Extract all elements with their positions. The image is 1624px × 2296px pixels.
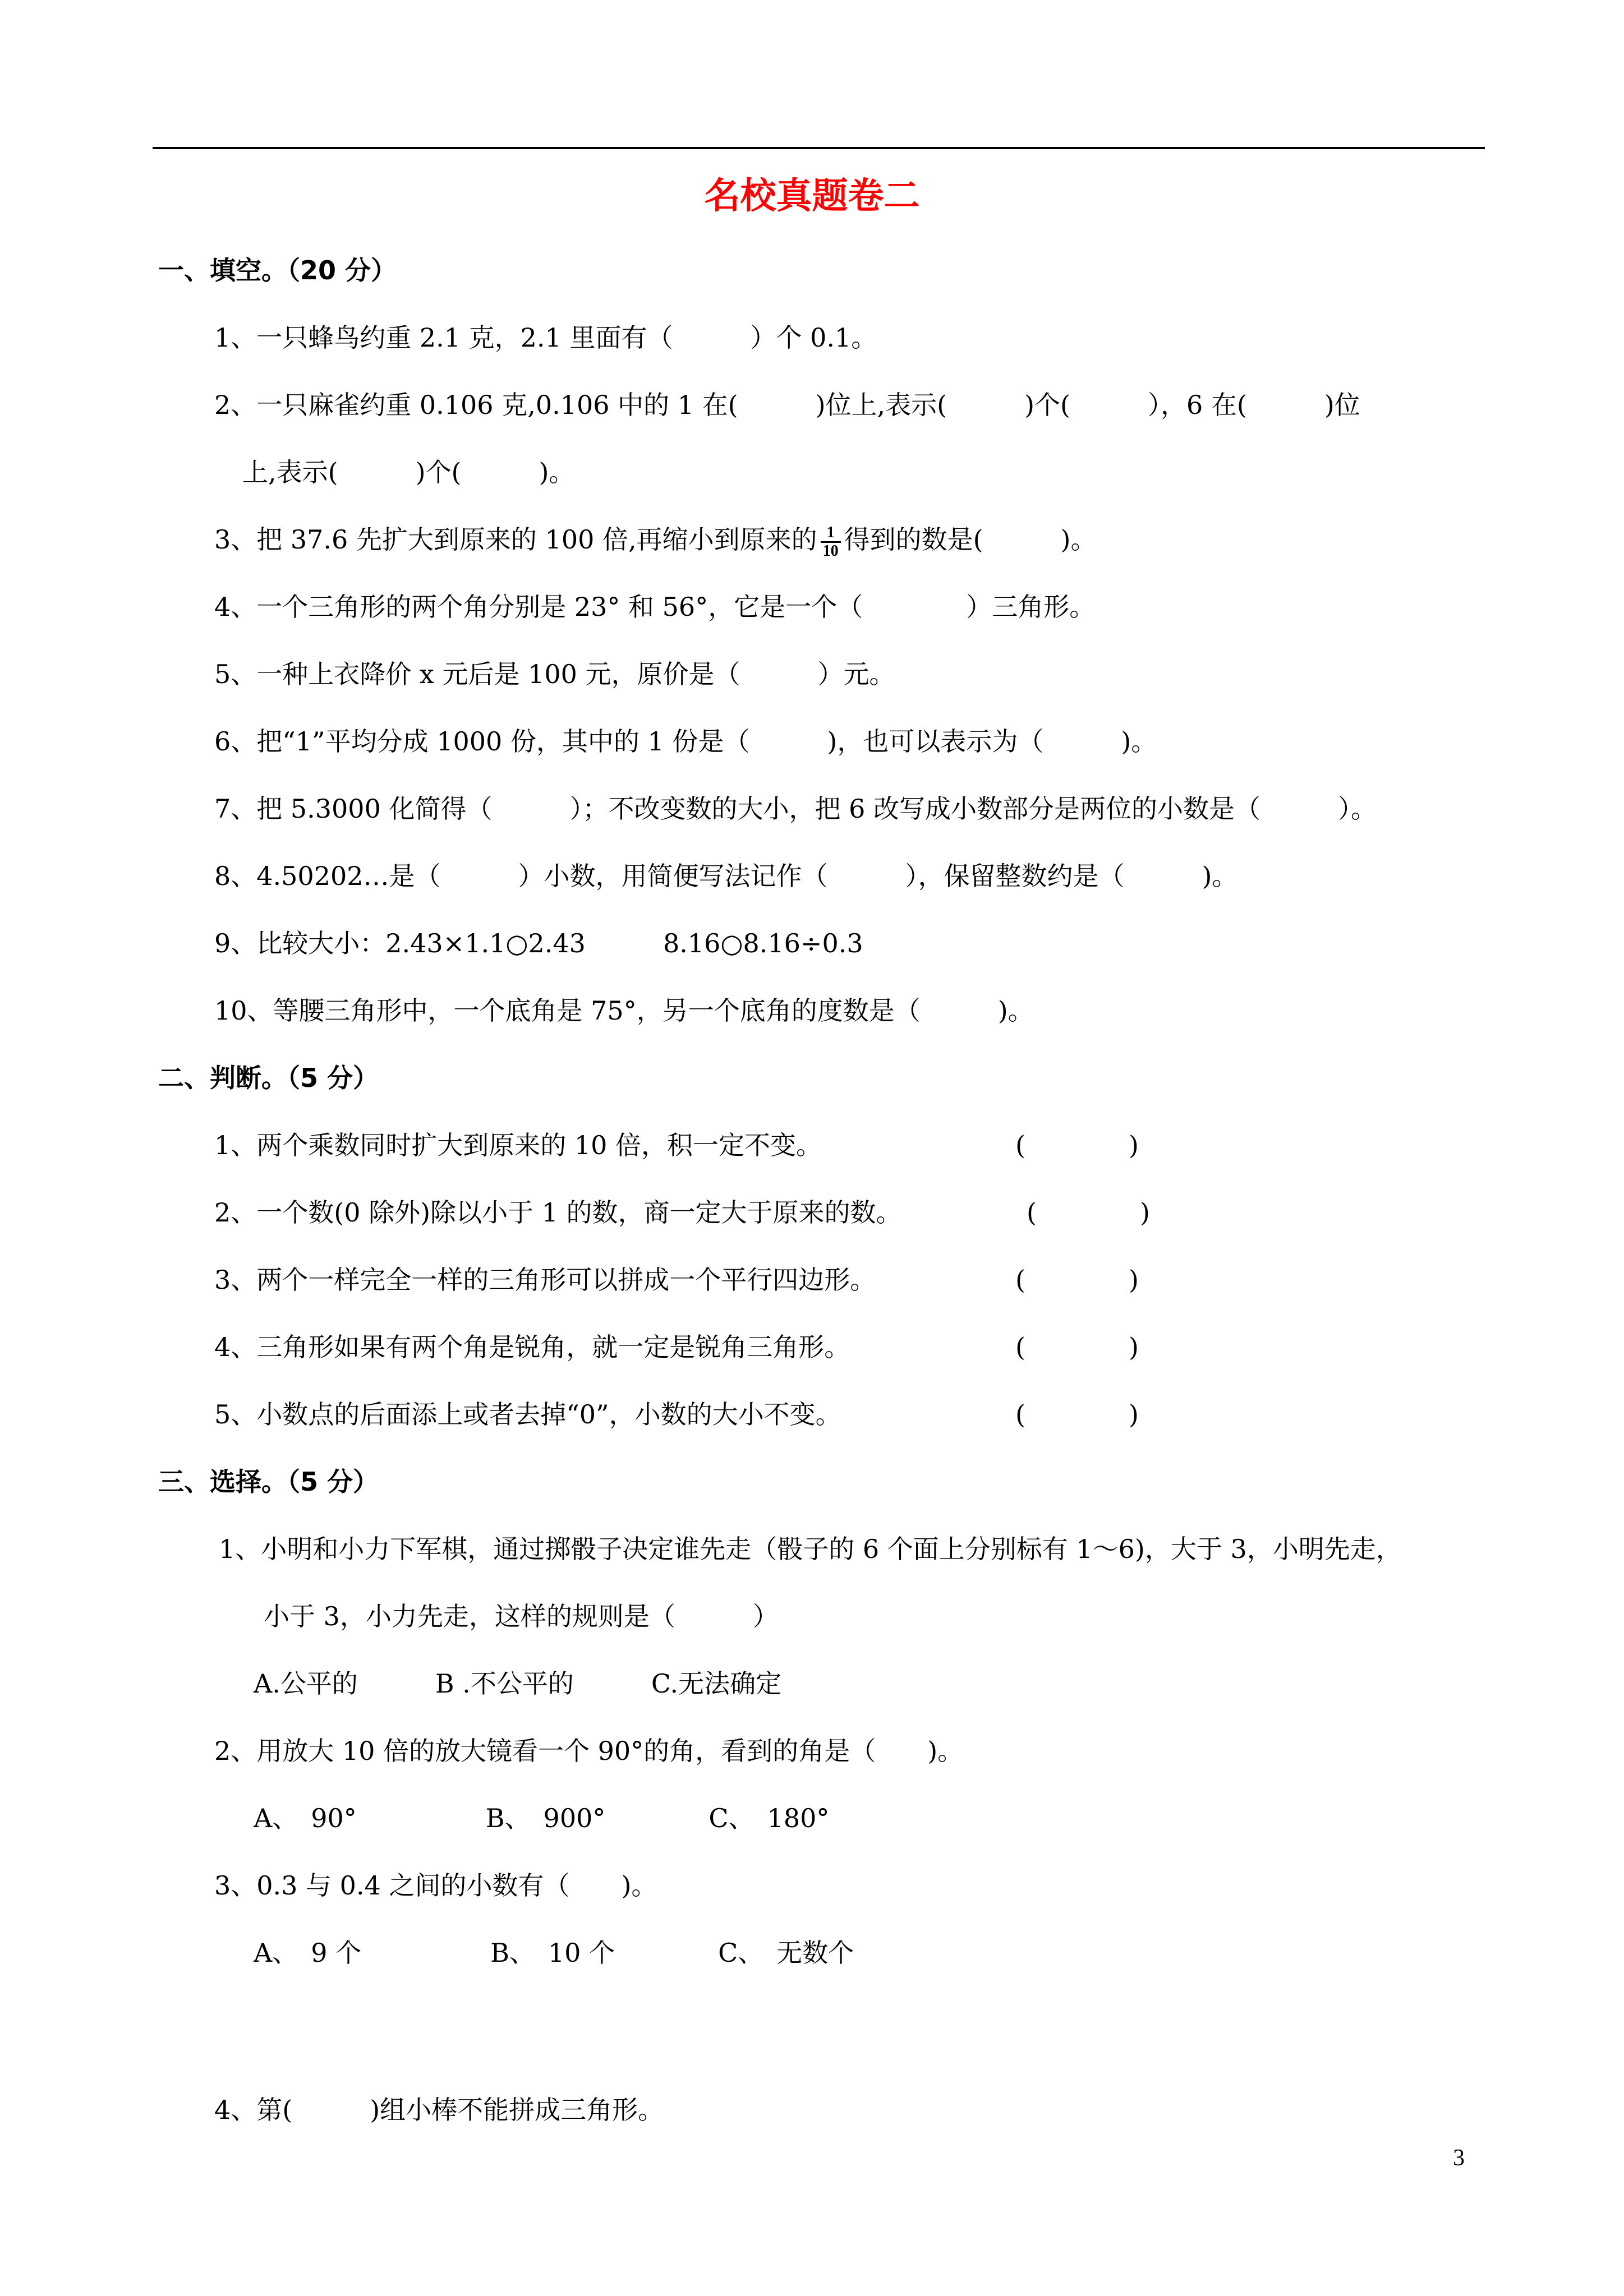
question-1-3-before: 3、把 37.6 先扩大到原来的 100 倍,再缩小到原来的 — [214, 524, 817, 555]
fraction-one-tenth — [821, 524, 841, 560]
question-1-6: 6、把“1”平均分成 1000 份，其中的 1 份是（ )，也可以表示为（ )。 — [214, 726, 1157, 757]
question-2-5: 5、小数点的后面添上或者去掉“0”，小数的大小不变。 — [214, 1399, 841, 1430]
page-number: 3 — [1453, 2145, 1465, 2171]
question-3-2-options: A、 90° B、 900° C、 180° — [254, 1803, 830, 1833]
question-3-3-options: A、 9 个 B、 10 个 C、 无数个 — [254, 1938, 854, 1968]
question-1-5: 5、一种上衣降价 x 元后是 100 元，原价是（ ）元。 — [214, 659, 895, 689]
question-1-8: 8、4.50202…是（ ）小数，用简便写法记作（ ），保留整数约是（ )。 — [214, 861, 1238, 891]
question-1-4: 4、一个三角形的两个角分别是 23° 和 56°，它是一个（ ）三角形。 — [214, 592, 1096, 622]
question-1-10: 10、等腰三角形中，一个底角是 75°，另一个底角的度数是（ )。 — [214, 995, 1034, 1026]
answer-bracket-2-5: ( ) — [1015, 1399, 1139, 1430]
question-2-3: 3、两个一样完全一样的三角形可以拼成一个平行四边形。 — [214, 1265, 876, 1295]
fraction-numerator: 1 — [821, 524, 841, 543]
question-1-1: 1、一只蜂鸟约重 2.1 克，2.1 里面有（ ）个 0.1。 — [214, 322, 877, 353]
answer-bracket-2-3: ( ) — [1015, 1265, 1139, 1295]
question-2-4: 4、三角形如果有两个角是锐角，就一定是锐角三角形。 — [214, 1332, 850, 1362]
answer-bracket-2-4: ( ) — [1015, 1332, 1139, 1362]
section-heading-fill-blank: 一、填空。（20 分） — [158, 255, 397, 285]
question-2-2: 2、一个数(0 除外)除以小于 1 的数，商一定大于原来的数。 — [214, 1197, 902, 1228]
question-1-2a: 2、一只麻雀约重 0.106 克,0.106 中的 1 在( )位上,表示( )个( ），6 在( )位 — [214, 390, 1360, 420]
page-title: 名校真题卷二 — [704, 176, 920, 217]
answer-bracket-2-1: ( ) — [1015, 1130, 1139, 1160]
header-rule — [153, 147, 1485, 149]
question-3-3: 3、0.3 与 0.4 之间的小数有（ )。 — [214, 1870, 657, 1901]
section-heading-choice: 三、选择。（5 分） — [158, 1467, 379, 1497]
fraction-denominator: 10 — [822, 542, 839, 560]
question-3-1b: 小于 3，小力先走，这样的规则是（ ） — [264, 1601, 779, 1631]
question-1-7: 7、把 5.3000 化简得（ ）；不改变数的大小，把 6 改写成小数部分是两位的小数是（ ）。 — [214, 794, 1377, 824]
question-1-3-after: 得到的数是( )。 — [844, 524, 1097, 555]
question-1-3 — [214, 517, 1097, 562]
question-1-9: 9、比较大小：2.43×1.1○2.43 8.16○8.16÷0.3 — [214, 928, 863, 958]
section-heading-true-false: 二、判断。（5 分） — [158, 1063, 379, 1093]
question-3-2: 2、用放大 10 倍的放大镜看一个 90°的角，看到的角是（ )。 — [214, 1736, 964, 1766]
question-3-1-options: A.公平的 B .不公平的 C.无法确定 — [254, 1668, 782, 1699]
question-3-1a: 1、小明和小力下军棋，通过掷骰子决定谁先走（骰子的 6 个面上分别标有 1～6)，大于 3，小明先走， — [219, 1534, 1402, 1564]
question-1-2b: 上,表示( )个( )。 — [242, 457, 575, 487]
answer-bracket-2-2: ( ) — [1027, 1197, 1150, 1228]
question-2-1: 1、两个乘数同时扩大到原来的 10 倍，积一定不变。 — [214, 1130, 822, 1160]
question-3-4: 4、第( )组小棒不能拼成三角形。 — [214, 2095, 664, 2125]
